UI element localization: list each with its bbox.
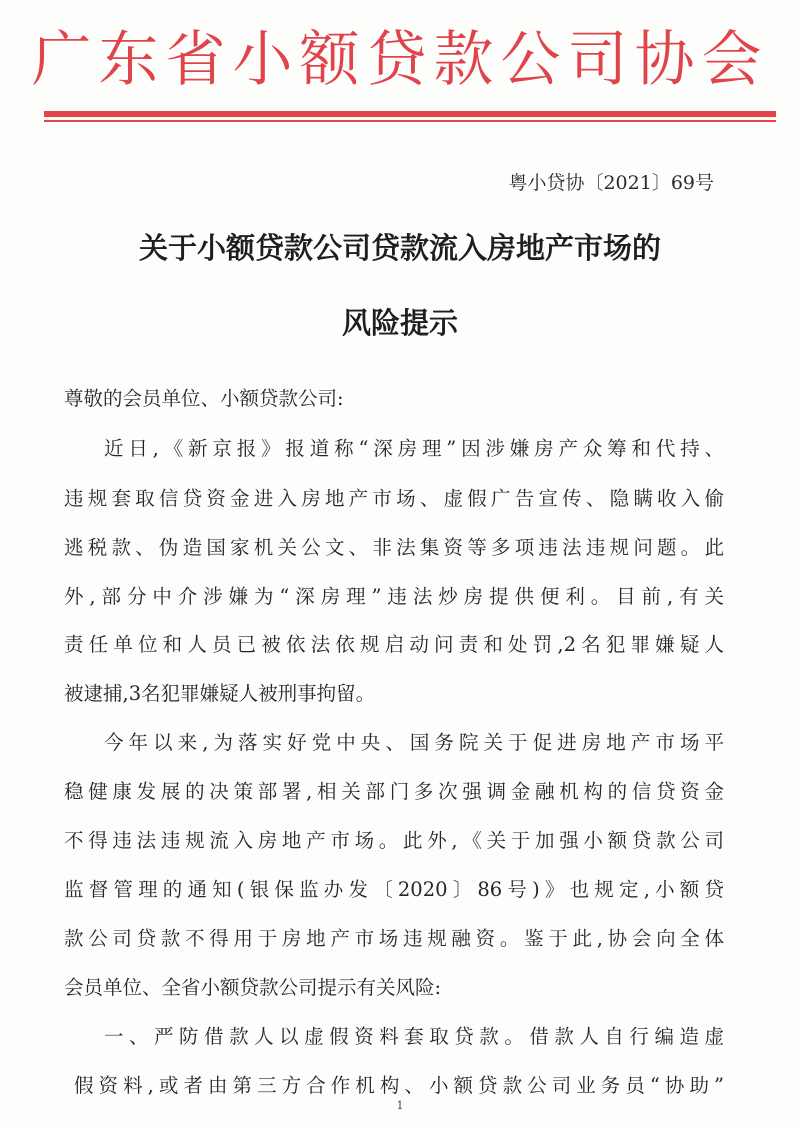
paragraph-1-line: 近日,《新京报》报道称“深房理”因涉嫌房产众筹和代持、	[104, 437, 724, 460]
document-title-line-2: 风险提示	[341, 306, 458, 340]
paragraph-1-line: 逃税款、伪造国家机关公文、非法集资等多项违法违规问题。此	[64, 536, 724, 559]
paragraph-1-line: 外,部分中介涉嫌为“深房理”违法炒房提供便利。目前,有关	[64, 585, 724, 608]
paragraph-1-line: 被逮捕,3名犯罪嫌疑人被刑事拘留。	[64, 682, 376, 705]
paragraph-2-line: 款公司贷款不得用于房地产市场违规融资。鉴于此,协会向全体	[64, 927, 724, 950]
document-title-line-1: 关于小额贷款公司贷款流入房地产市场的	[138, 231, 661, 265]
paragraph-2-line: 不得违法违规流入房地产市场。此外,《关于加强小额贷款公司	[64, 829, 724, 852]
paragraph-3-line: 一、严防借款人以虚假资料套取贷款。借款人自行编造虚	[104, 1025, 724, 1048]
document-number: 粤小贷协〔2021〕69号	[508, 172, 714, 194]
header-rule-thick	[44, 111, 776, 117]
paragraph-1-line: 责任单位和人员已被依法依规启动问责和处罚,2名犯罪嫌疑人	[64, 633, 724, 656]
paragraph-2-line: 监督管理的通知(银保监办发〔2020〕86号)》也规定,小额贷	[64, 878, 724, 901]
paragraph-2-line: 今年以来,为落实好党中央、国务院关于促进房地产市场平	[104, 731, 724, 754]
paragraph-1-line: 违规套取信贷资金进入房地产市场、虚假广告宣传、隐瞒收入偷	[64, 487, 724, 510]
page-number: 1	[396, 1099, 404, 1112]
paragraph-3-line: 假资料,或者由第三方合作机构、小额贷款公司业务员“协助”	[74, 1074, 724, 1097]
header-rule-thin	[44, 120, 776, 122]
paragraph-2-line: 会员单位、全省小额贷款公司提示有关风险:	[64, 976, 442, 999]
org-header-title: 广东省小额贷款公司协会	[31, 25, 769, 95]
salutation: 尊敬的会员单位、小额贷款公司:	[64, 387, 344, 410]
paragraph-2-line: 稳健康发展的决策部署,相关部门多次强调金融机构的信贷资金	[64, 780, 724, 803]
